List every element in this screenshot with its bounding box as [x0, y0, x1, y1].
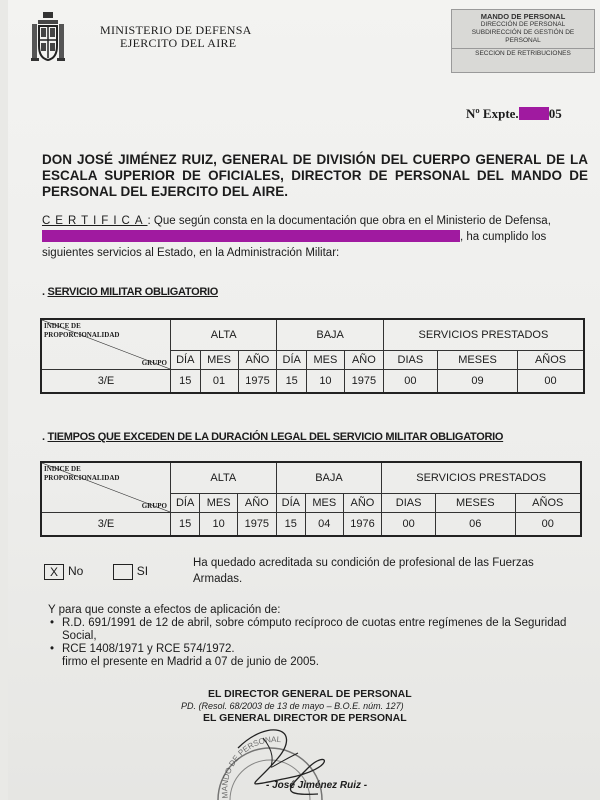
stamp-line2: DIRECCIÓN DE PERSONAL [480, 21, 566, 28]
index-label-1: INDICE DE [44, 322, 81, 330]
service-table-1 [40, 318, 585, 394]
stamp-line4: PERSONAL [505, 37, 541, 44]
meses-cell: 06 [436, 513, 516, 537]
table-row [41, 513, 581, 537]
index-label-2: PROPORCIONALIDAD [44, 331, 120, 339]
servicios-header: SERVICIOS PRESTADOS [383, 319, 584, 351]
alta-anio-cell: 1975 [238, 513, 277, 537]
certifier-heading: DON JOSÉ JIMÉNEZ RUIZ, GENERAL DE DIVISIÓN DEL CUERPO GENERAL DE LA ESCALA SUPERIOR DE OFICIALES, DIRECTOR DE PERSONAL DEL MANDO DE PERSONAL DEL EJERCITO DEL AIRE. [42, 152, 588, 199]
baja-header: BAJA [276, 462, 382, 494]
closing-intro: Y para que conste a efectos de aplicación de: [48, 604, 281, 616]
certifica-paragraph [42, 213, 588, 261]
alta-mes-cell: 01 [200, 370, 238, 394]
baja-header: BAJA [277, 319, 383, 351]
alta-mes-cell: 10 [200, 513, 238, 537]
meses-header: MESES [436, 494, 516, 513]
list-item: • RCE 1408/1971 y RCE 574/1972. [62, 643, 588, 656]
list-item: • R.D. 691/1991 de 12 de abril, sobre cómputo recíproco de cuotas entre regímenes de la Seguridad Social, [62, 617, 588, 643]
alta-mes-header: MES [200, 494, 238, 513]
anios-cell: 00 [518, 370, 584, 394]
meses-header: MESES [437, 351, 517, 370]
baja-dia-header: DÍA [277, 351, 307, 370]
ministry-line2: EJERCITO DEL AIRE [120, 36, 237, 50]
meses-cell: 09 [437, 370, 517, 394]
stamp-line1: MANDO DE PERSONAL [480, 12, 566, 21]
section1-text: SERVICIO MILITAR OBLIGATORIO [47, 286, 218, 298]
no-label: No [68, 564, 84, 579]
anios-header: AÑOS [518, 351, 584, 370]
stamp-line5: SECCION DE RETRIBUCIONES [452, 48, 594, 58]
alta-header: ALTA [171, 319, 277, 351]
alta-dia-header: DÍA [171, 494, 200, 513]
closing-firmo: firmo el presente en Madrid a 07 de junio de 2005. [62, 656, 319, 668]
alta-dia-cell: 15 [171, 370, 201, 394]
certifica-word: CERTIFICA [42, 215, 148, 227]
baja-mes-header: MES [305, 494, 343, 513]
svg-text:MANDO DE PERSONAL: MANDO DE PERSONAL [220, 734, 282, 799]
file-number-label: Nº Expte. [466, 106, 519, 121]
baja-dia-cell: 15 [277, 370, 307, 394]
grupo-cell: 3/E [41, 370, 171, 394]
dias-cell: 00 [382, 513, 436, 537]
regulation-list [48, 617, 588, 656]
anios-header: AÑOS [515, 494, 581, 513]
file-number [466, 106, 562, 122]
table-row [41, 370, 584, 394]
baja-anio-cell: 1975 [344, 370, 383, 394]
dias-cell: 00 [383, 370, 437, 394]
alta-mes-header: MES [200, 351, 238, 370]
baja-anio-header: AÑO [343, 494, 382, 513]
service-table-2 [40, 461, 582, 537]
certifica-text-a: : Que según consta en la documentación que obra en el Ministerio de Defensa, [147, 215, 551, 227]
index-grupo-header [41, 462, 171, 513]
section2-bullet: . [42, 431, 45, 443]
index-label-2: PROPORCIONALIDAD [44, 474, 120, 482]
baja-dia-header: DÍA [276, 494, 305, 513]
signatory-name: - José Jiménez Ruiz - [266, 780, 368, 791]
professional-status-text: Ha quedado acreditada su condición de profesional de las Fuerzas Armadas. [193, 557, 534, 585]
alta-anio-header: AÑO [238, 494, 277, 513]
servicios-header: SERVICIOS PRESTADOS [382, 462, 581, 494]
office-stamp [451, 9, 595, 73]
ministry-line1: MINISTERIO DE DEFENSA [100, 23, 252, 37]
index-grupo-header [41, 319, 171, 370]
alta-dia-cell: 15 [171, 513, 200, 537]
stamp-line3: SUBDIRECCIÓN DE GESTIÓN DE [471, 29, 575, 36]
si-checkbox[interactable] [113, 564, 133, 580]
baja-anio-cell: 1976 [343, 513, 382, 537]
file-number-suffix: 05 [548, 106, 562, 121]
baja-mes-cell: 10 [306, 370, 344, 394]
baja-anio-header: AÑO [344, 351, 383, 370]
section1-title [42, 286, 218, 298]
dias-header: DIAS [382, 494, 436, 513]
coat-of-arms-icon [30, 10, 66, 66]
signatory-title: EL DIRECTOR GENERAL DE PERSONAL [208, 688, 412, 700]
redaction-bar [519, 107, 549, 120]
baja-mes-cell: 04 [305, 513, 343, 537]
index-label-1: INDICE DE [44, 465, 81, 473]
redaction-bar [42, 230, 460, 242]
si-label: SI [136, 564, 149, 579]
baja-mes-header: MES [306, 351, 344, 370]
alta-header: ALTA [171, 462, 277, 494]
section1-bullet: . [42, 286, 45, 298]
grupo-cell: 3/E [41, 513, 171, 537]
anios-cell: 00 [515, 513, 581, 537]
grupo-label: GRUPO [141, 359, 167, 367]
signatory-title-2: EL GENERAL DIRECTOR DE PERSONAL [203, 712, 407, 724]
certifica-text-b: , ha cumplido los siguientes servicios al Estado, en la Administración Militar: [42, 231, 547, 259]
closing-paragraph [48, 604, 588, 669]
alta-dia-header: DÍA [171, 351, 201, 370]
baja-dia-cell: 15 [276, 513, 305, 537]
dias-header: DIAS [383, 351, 437, 370]
alta-anio-header: AÑO [238, 351, 277, 370]
ministry-heading [100, 24, 252, 50]
grupo-label: GRUPO [141, 502, 167, 510]
document-page [8, 0, 600, 800]
delegation-note: PD. (Resol. 68/2003 de 13 de mayo – B.O.E. núm. 127) [181, 701, 404, 711]
professional-checkboxes [44, 564, 148, 580]
alta-anio-cell: 1975 [238, 370, 277, 394]
section2-title [42, 431, 503, 443]
no-checkbox[interactable]: X [44, 564, 64, 580]
section2-text: TIEMPOS QUE EXCEDEN DE LA DURACIÓN LEGAL DEL SERVICIO MILITAR OBLIGATORIO [47, 431, 504, 443]
